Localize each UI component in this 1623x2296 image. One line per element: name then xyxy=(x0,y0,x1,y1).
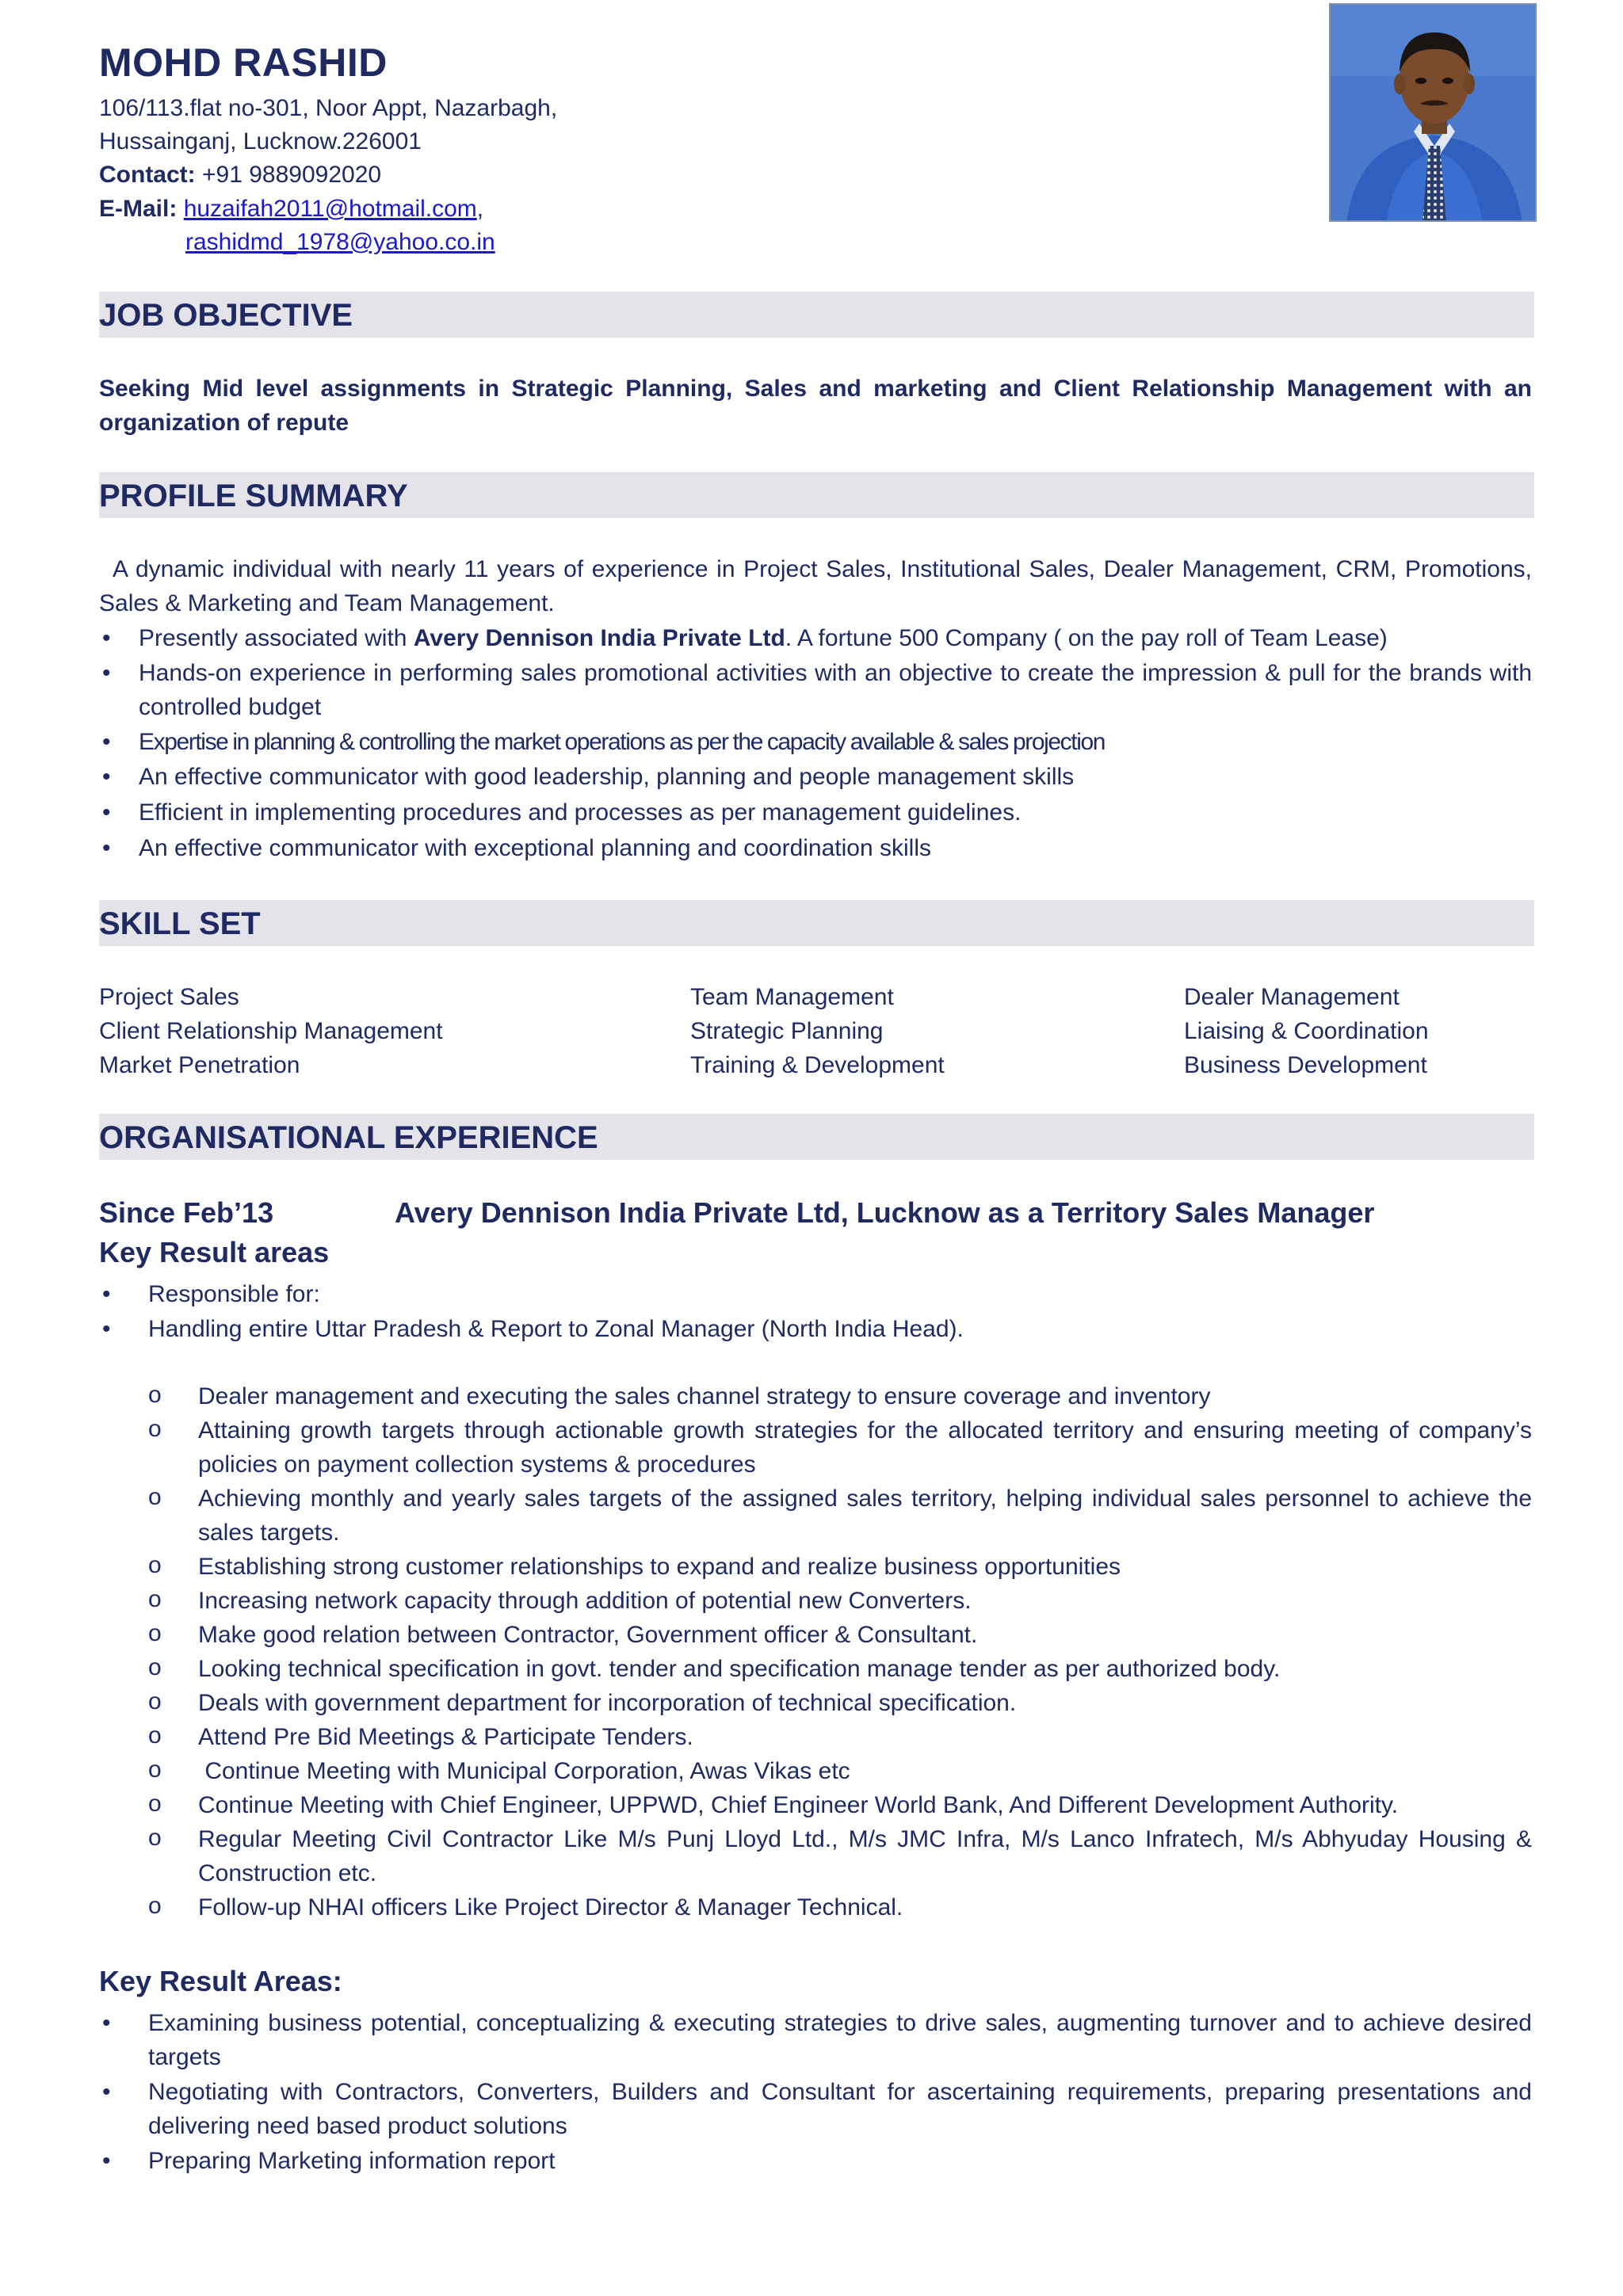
bullet-glyph: • xyxy=(102,1281,111,1307)
sub-bullet-glyph: o xyxy=(148,1688,162,1714)
sub-bullet-glyph: o xyxy=(148,1552,162,1578)
sub-bullet-glyph: o xyxy=(148,1791,162,1817)
sub-bullet-glyph: o xyxy=(148,1825,162,1851)
sub-bullet-text: Regular Meeting Civil Contractor Like M/s Punj Lloyd Ltd., M/s JMC Infra, M/s Lanco Infratech, M/s Abhyuday Housing & Construction etc. xyxy=(198,1826,1532,1886)
contact-line xyxy=(99,158,381,192)
kra2-bullet-text: Examining business potential, conceptualizing & executing strategies to drive sales, augmenting turnover and to achieve desired targets xyxy=(148,2010,1532,2070)
bullet-glyph: • xyxy=(102,625,111,651)
contact-label: Contact: xyxy=(99,162,196,188)
skill-item: Market Penetration xyxy=(99,1052,300,1078)
skill-item: Dealer Management xyxy=(1184,984,1400,1010)
sub-bullet-text: Deals with government department for incorporation of technical specification. xyxy=(198,1690,1017,1716)
section-bar-skill-set xyxy=(99,900,1534,946)
profile-bullet-text: Efficient in implementing procedures and processes as per management guidelines. xyxy=(139,799,1022,826)
sub-bullet-text: Make good relation between Contractor, Government officer & Consultant. xyxy=(198,1622,978,1648)
experience-bullet-text: Handling entire Uttar Pradesh & Report to Zonal Manager (North India Head). xyxy=(148,1316,964,1342)
sub-bullet-glyph: o xyxy=(148,1722,162,1749)
email-link-1[interactable]: huzaifah2011@hotmail.com xyxy=(183,196,477,222)
kra-heading: Key Result areas xyxy=(99,1236,330,1268)
section-title-experience: ORGANISATIONAL EXPERIENCE xyxy=(99,1120,598,1155)
skill-item: Strategic Planning xyxy=(690,1018,884,1044)
bullet-glyph: • xyxy=(102,764,111,790)
sub-bullet-text: Dealer management and executing the sales channel strategy to ensure coverage and inventory xyxy=(198,1383,1211,1409)
sub-bullet-text: Follow-up NHAI officers Like Project Director & Manager Technical. xyxy=(198,1894,903,1920)
experience-period: Since Feb’13 xyxy=(99,1196,274,1229)
address-line-2: Hussainganj, Lucknow.226001 xyxy=(99,128,422,154)
bullet-glyph: • xyxy=(102,2148,111,2174)
email-link-2[interactable]: rashidmd_1978@yahoo.co.in xyxy=(185,229,495,255)
sub-bullet-text: Looking technical specification in govt. tender and specification manage tender as per authorized body. xyxy=(198,1656,1281,1682)
sub-bullet-glyph: o xyxy=(148,1484,162,1510)
profile-bullet-1-pre: Presently associated with xyxy=(139,625,414,651)
profile-photo-illustration xyxy=(1331,5,1537,222)
sub-bullet-glyph: o xyxy=(148,1586,162,1612)
sub-bullet-glyph: o xyxy=(148,1893,162,1919)
bullet-glyph: • xyxy=(102,2079,111,2105)
experience-bullet-text: Responsible for: xyxy=(148,1281,320,1307)
skill-item: Business Development xyxy=(1184,1052,1427,1078)
address-line-1: 106/113.flat no-301, Noor Appt, Nazarbagh, xyxy=(99,95,558,121)
bullet-glyph: • xyxy=(102,660,111,686)
skill-item: Client Relationship Management xyxy=(99,1018,443,1044)
profile-photo xyxy=(1329,3,1537,222)
skill-item: Training & Development xyxy=(690,1052,945,1078)
sub-bullet-glyph: o xyxy=(148,1416,162,1442)
kra2-bullet-text: Negotiating with Contractors, Converters, Builders and Consultant for ascertaining requirements, preparing presentations and delivering need based product solutions xyxy=(148,2079,1532,2139)
email-line-2 xyxy=(185,226,495,259)
sub-bullet-text: Achieving monthly and yearly sales targets of the assigned sales territory, helping individual sales personnel to achieve the sales targets. xyxy=(198,1486,1532,1546)
contact-value: +91 9889092020 xyxy=(202,162,382,188)
experience-company: Avery Dennison India Private Ltd, Lucknow as a Territory Sales Manager xyxy=(395,1196,1375,1229)
profile-bullet-text xyxy=(139,621,1532,655)
section-bar-job-objective xyxy=(99,292,1534,338)
skill-item: Project Sales xyxy=(99,984,239,1010)
bullet-glyph: • xyxy=(102,799,111,826)
profile-bullet-1-post: . A fortune 500 Company ( on the pay roll of Team Lease) xyxy=(785,625,1388,651)
profile-intro: A dynamic individual with nearly 11 years of experience in Project Sales, Institutional Sales, Dealer Management, CRM, Promotions, Sales & Marketing and Team Management. xyxy=(99,556,1532,616)
email-separator: , xyxy=(476,196,484,222)
skill-item: Liaising & Coordination xyxy=(1184,1018,1429,1044)
email-label: E-Mail: xyxy=(99,196,178,222)
sub-bullet-glyph: o xyxy=(148,1654,162,1680)
sub-bullet-text: Attaining growth targets through actionable growth strategies for the allocated territory and ensuring meeting of company’s policies on payment collection systems & procedures xyxy=(198,1417,1532,1478)
sub-bullet-text: Attend Pre Bid Meetings & Participate Tenders. xyxy=(198,1724,693,1750)
sub-bullet-text: Continue Meeting with Chief Engineer, UPPWD, Chief Engineer World Bank, And Different Development Authority. xyxy=(198,1792,1399,1818)
section-bar-experience xyxy=(99,1114,1534,1160)
sub-bullet-text: Continue Meeting with Municipal Corporation, Awas Vikas etc xyxy=(198,1758,850,1784)
sub-bullet-text: Increasing network capacity through addition of potential new Converters. xyxy=(198,1588,972,1614)
profile-bullet-text: Hands-on experience in performing sales promotional activities with an objective to create the impression & pull for the brands with controlled budget xyxy=(139,660,1532,720)
section-bar-profile-summary xyxy=(99,472,1534,518)
section-title-job-objective: JOB OBJECTIVE xyxy=(99,298,353,333)
sub-bullet-glyph: o xyxy=(148,1620,162,1646)
profile-bullet-1-company: Avery Dennison India Private Ltd xyxy=(413,625,785,651)
bullet-glyph: • xyxy=(102,835,111,861)
section-title-skill-set: SKILL SET xyxy=(99,906,261,941)
bullet-glyph: • xyxy=(102,2010,111,2036)
job-objective-text: Seeking Mid level assignments in Strategic Planning, Sales and marketing and Client Relationship Management with an organization of repute xyxy=(99,376,1532,436)
email-line xyxy=(99,193,483,226)
kra2-bullet-text: Preparing Marketing information report xyxy=(148,2148,556,2174)
profile-bullet-text: Expertise in planning & controlling the market operations as per the capacity available & sales projection xyxy=(139,729,1106,755)
sub-bullet-glyph: o xyxy=(148,1382,162,1408)
bullet-glyph: • xyxy=(102,1316,111,1342)
section-title-profile-summary: PROFILE SUMMARY xyxy=(99,479,408,513)
bullet-glyph: • xyxy=(102,729,111,755)
profile-bullet-text: An effective communicator with good leadership, planning and people management skills xyxy=(139,764,1075,790)
sub-bullet-glyph: o xyxy=(148,1756,162,1783)
candidate-name: MOHD RASHID xyxy=(99,40,388,85)
sub-bullet-text: Establishing strong customer relationships to expand and realize business opportunities xyxy=(198,1554,1121,1580)
skill-item: Team Management xyxy=(690,984,894,1010)
kra2-heading: Key Result Areas: xyxy=(99,1965,342,1997)
profile-bullet-text: An effective communicator with exceptional planning and coordination skills xyxy=(139,835,932,861)
